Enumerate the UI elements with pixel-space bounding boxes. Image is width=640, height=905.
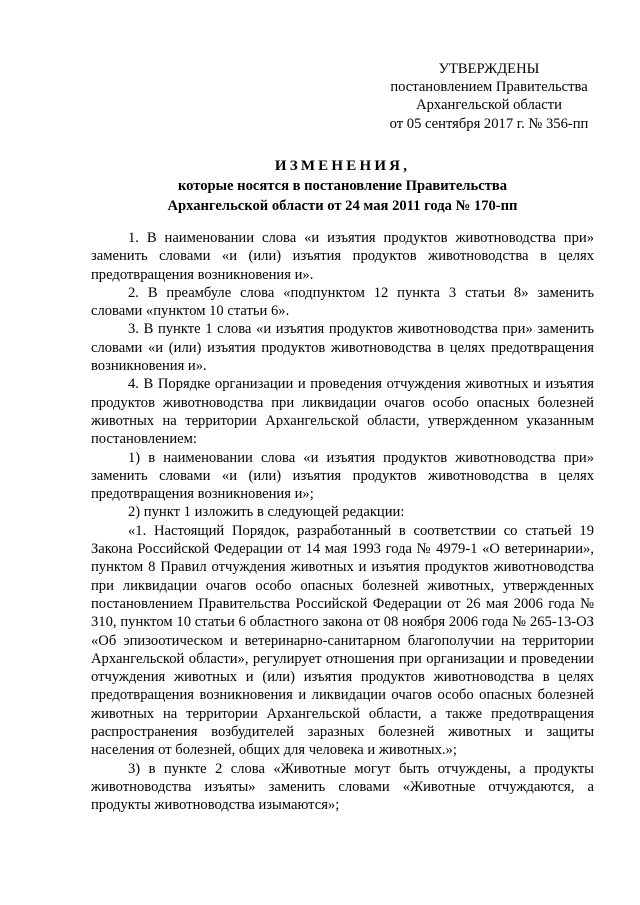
paragraph-1: 1. В наименовании слова «и изъятия продуктов животноводства при» заменить словами «и (или) изъятия продуктов животноводства в целях предотвращения возникновения и». bbox=[91, 230, 594, 283]
document-body bbox=[91, 229, 594, 815]
subparagraph-2: 2) пункт 1 изложить в следующей редакции: bbox=[128, 504, 405, 521]
approval-heading: УТВЕРЖДЕНЫ bbox=[438, 61, 540, 77]
approval-line: постановлением Правительства bbox=[390, 79, 588, 96]
document-title bbox=[90, 156, 595, 216]
paragraph-3: 3. В пункте 1 слова «и изъятия продуктов животноводства при» заменить словами «и (или) изъятия продуктов животноводства в целях предотвращения возникновения и». bbox=[91, 321, 594, 375]
quoted-paragraph: «1. Настоящий Порядок, разработанный в соответствии со статьей 19 Закона Российской Федерации от 14 мая 1993 года № 4979-1 «О ветеринарии», пунктом 8 Правил отчуждения животных и изъятия продуктов животноводства при ликвидации очагов особо опасных болезней животных, утвержденных постановлением Правительства Российской Федерации от 26 мая 2006 года № 310, пунктом 10 статьи 6 областного закона от 08 ноября 2006 года № 265-13-ОЗ «Об эпизоотическом и ветеринарно-санитарном благополучии на территории Архангельской области», регулирует отношения при организации и проведении отчуждения животных и (или) изъятия продуктов животноводства в целях предотвращения возникновения и ликвидации очагов особо опасных болезней животных на территории Архангельской области, а также предотвращения распространения возбудителей заразных болезней животных и защиты населения от болезней, общих для человека и животных.»; bbox=[91, 522, 594, 759]
subparagraph-3: 3) в пункте 2 слова «Животные могут быть отчуждены, а продукты животноводства изъяты» заменить словами «Животные отчуждаются, а продукты животноводства изымаются»; bbox=[91, 760, 594, 814]
paragraph-4: 4. В Порядке организации и проведения отчуждения животных и изъятия продуктов животноводства при ликвидации очагов особо опасных болезней животных на территории Архангельской области, утвержденном указанным постановлением: bbox=[91, 376, 594, 448]
paragraph-2: 2. В преамбуле слова «подпунктом 12 пункта 3 статьи 8» заменить словами «пунктом 10 статьи 6». bbox=[91, 284, 594, 320]
title-subtitle: Архангельской области от 24 мая 2011 года № 170-пп bbox=[167, 198, 518, 214]
approval-date-line: от 05 сентября 2017 г. № 356-пп bbox=[389, 115, 589, 132]
approval-stamp bbox=[384, 60, 594, 133]
subparagraph-1: 1) в наименовании слова «и изъятия продуктов животноводства при» заменить словами «и (или) изъятия продуктов животноводства в целях предотвращения возникновения и»; bbox=[91, 449, 594, 503]
title-main: ИЗМЕНЕНИЯ, bbox=[274, 158, 411, 174]
title-subtitle: которые носятся в постановление Правительства bbox=[177, 178, 508, 194]
approval-line: Архангельской области bbox=[416, 97, 562, 114]
